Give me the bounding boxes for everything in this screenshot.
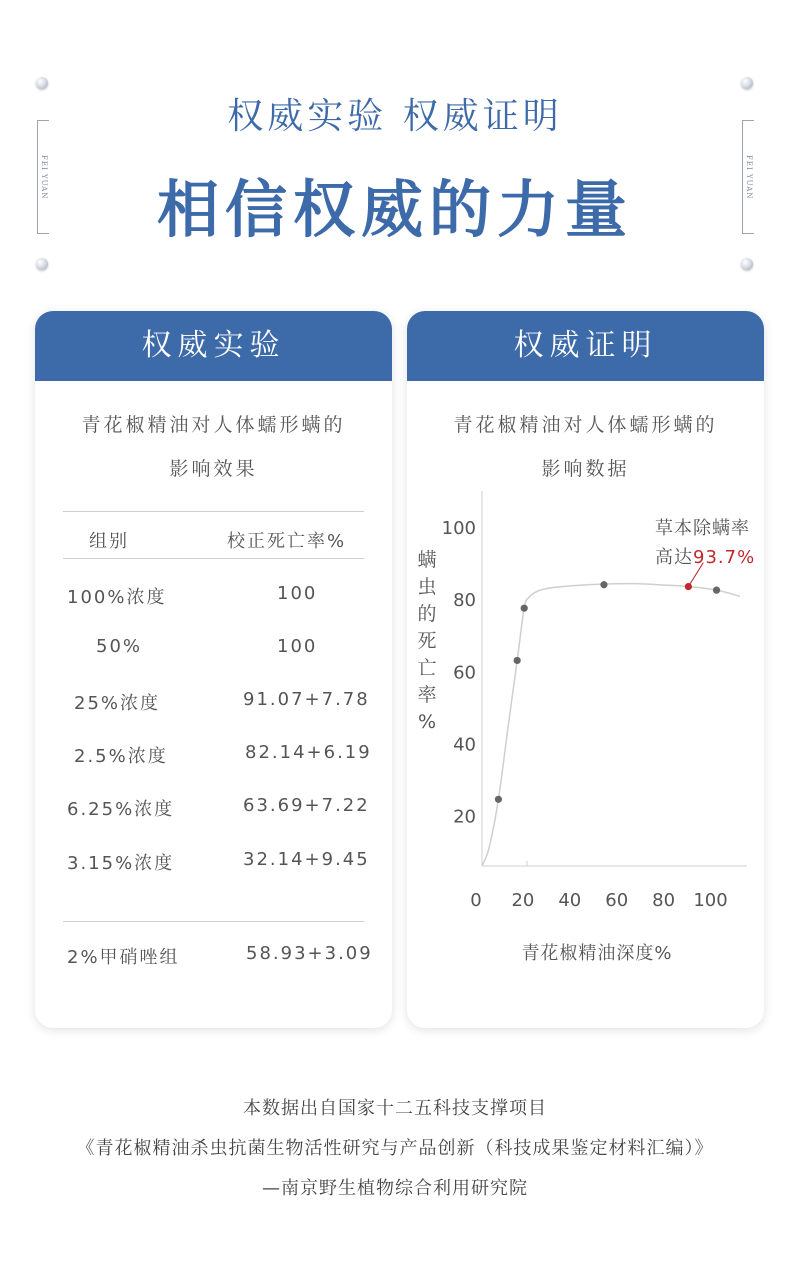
data-point bbox=[713, 587, 720, 594]
data-point bbox=[600, 581, 607, 588]
mortality-chart bbox=[407, 481, 764, 981]
y-tick-label: 100 bbox=[441, 518, 476, 540]
table-header-mortality: 校正死亡率% bbox=[227, 531, 347, 552]
x-tick-label: 0 bbox=[470, 890, 482, 911]
row-group: 25%浓度 bbox=[74, 693, 161, 714]
proof-card bbox=[407, 311, 764, 1028]
x-axis-label: 青花椒精油深度% bbox=[521, 943, 673, 964]
experiment-card bbox=[35, 311, 392, 1028]
annotation-line2: 高达93.7% bbox=[655, 547, 756, 568]
x-tick-label: 40 bbox=[558, 890, 582, 911]
decor-dot-bottom-left bbox=[36, 258, 48, 270]
y-tick-label: 40 bbox=[453, 734, 476, 756]
experiment-card-title: 权威实验 bbox=[35, 311, 392, 381]
mortality-curve bbox=[482, 584, 740, 866]
row-group: 50% bbox=[96, 636, 143, 657]
row-value: 32.14+9.45 bbox=[243, 849, 370, 870]
proof-desc-line1: 青花椒精油对人体蠕形螨的 bbox=[453, 414, 718, 436]
y-tick-label: 60 bbox=[453, 662, 476, 684]
x-tick-label: 100 bbox=[693, 890, 728, 911]
data-point bbox=[495, 796, 502, 803]
source-line2: 《青花椒精油杀虫抗菌生物活性研究与产品创新（科技成果鉴定材料汇编）》 bbox=[76, 1138, 714, 1159]
row-value: 100 bbox=[277, 583, 318, 604]
page-subtitle: 权威实验 权威证明 bbox=[227, 96, 563, 137]
page-title: 相信权威的力量 bbox=[156, 173, 633, 246]
row-group: 2%甲硝唑组 bbox=[67, 947, 180, 968]
x-tick-label: 60 bbox=[605, 890, 629, 911]
annotation-line1: 草本除螨率 bbox=[655, 518, 750, 539]
experiment-desc-line1: 青花椒精油对人体蠕形螨的 bbox=[81, 414, 346, 436]
data-point bbox=[514, 657, 521, 664]
source-line1: 本数据出自国家十二五科技支撑项目 bbox=[243, 1098, 547, 1119]
highlight-data-point bbox=[685, 583, 692, 590]
experiment-desc-line2: 影响效果 bbox=[169, 458, 258, 480]
y-axis-label: 螨虫的死亡率% bbox=[417, 549, 437, 733]
proof-desc-line2: 影响数据 bbox=[541, 458, 630, 480]
row-group: 100%浓度 bbox=[67, 587, 167, 608]
experiment-card-desc bbox=[35, 403, 392, 491]
row-value: 100 bbox=[277, 636, 318, 657]
decor-dot-bottom-right bbox=[741, 258, 753, 270]
x-tick-label: 20 bbox=[511, 890, 535, 911]
row-value: 58.93+3.09 bbox=[246, 943, 373, 964]
x-tick-label: 80 bbox=[652, 890, 676, 911]
side-tag-left-text: FEI YUAN bbox=[40, 154, 48, 200]
row-group: 2.5%浓度 bbox=[74, 746, 168, 767]
y-tick-label: 80 bbox=[453, 590, 476, 612]
row-value: 63.69+7.22 bbox=[243, 795, 370, 816]
table-header-group: 组别 bbox=[89, 531, 129, 552]
data-point bbox=[521, 605, 528, 612]
source-line3: —南京野生植物综合利用研究院 bbox=[262, 1178, 528, 1199]
proof-card-desc bbox=[407, 403, 764, 491]
results-table bbox=[63, 511, 373, 981]
annotation-value: 93.7% bbox=[693, 547, 756, 568]
row-value: 82.14+6.19 bbox=[245, 742, 372, 763]
y-tick-label: 20 bbox=[453, 806, 476, 828]
row-group: 3.15%浓度 bbox=[67, 853, 175, 874]
row-value: 91.07+7.78 bbox=[243, 689, 370, 710]
side-tag-right-text: FEI YUAN bbox=[745, 154, 753, 200]
proof-card-title: 权威证明 bbox=[407, 311, 764, 381]
row-group: 6.25%浓度 bbox=[67, 799, 175, 820]
